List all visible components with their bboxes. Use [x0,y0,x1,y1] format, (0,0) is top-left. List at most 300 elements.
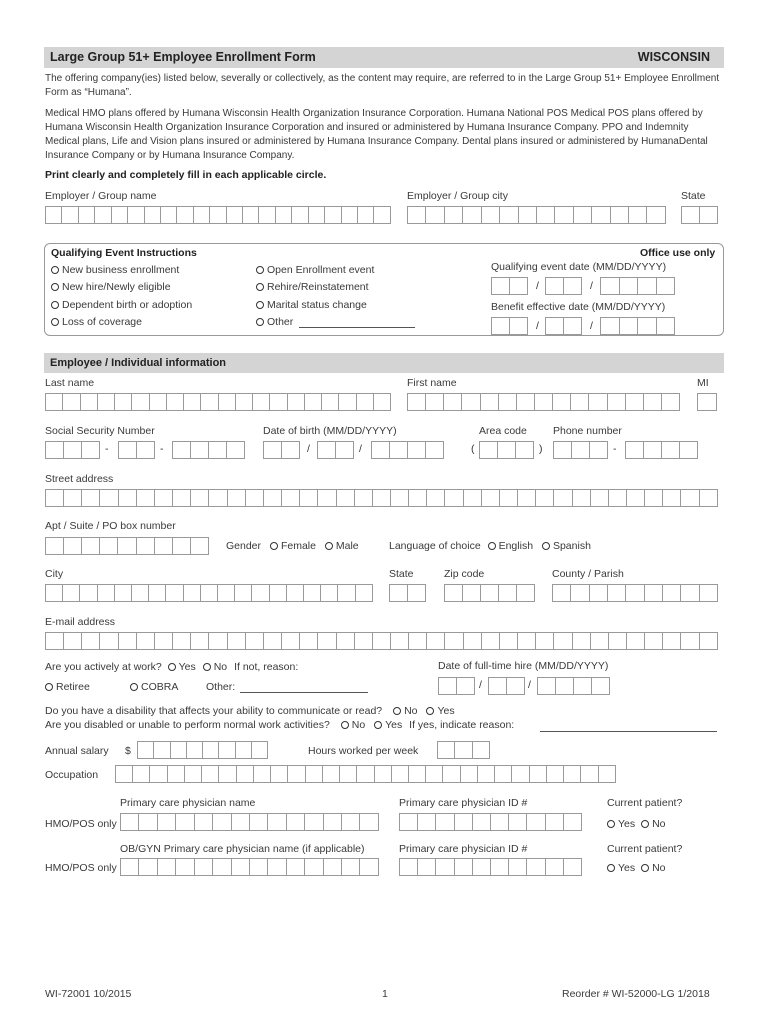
char-cell[interactable] [118,489,137,507]
char-cell[interactable] [526,813,545,831]
char-cell[interactable] [281,489,300,507]
char-cell[interactable] [242,206,259,224]
char-cell[interactable] [644,489,663,507]
char-cell[interactable] [472,813,491,831]
char-cell[interactable] [499,489,518,507]
obgyn-id-field[interactable] [399,858,581,878]
city-field[interactable] [45,584,372,604]
char-cell[interactable] [563,317,582,335]
mi-field[interactable] [697,393,716,413]
char-cell[interactable] [267,858,286,876]
char-cell[interactable] [281,441,300,459]
char-cell[interactable] [137,741,154,759]
char-cell[interactable] [573,206,592,224]
event-date-year[interactable] [600,277,674,297]
char-cell[interactable] [588,393,607,411]
char-cell[interactable] [390,632,409,650]
option-other[interactable]: Other [256,316,293,329]
char-cell[interactable] [662,489,681,507]
char-cell[interactable] [637,317,657,335]
char-cell[interactable] [323,813,342,831]
char-cell[interactable] [45,206,62,224]
char-cell[interactable] [454,858,473,876]
char-cell[interactable] [291,206,308,224]
obgyn-name-field[interactable] [120,858,378,878]
char-cell[interactable] [45,441,64,459]
option-new-hire[interactable]: New hire/Newly eligible [51,281,171,294]
char-cell[interactable] [610,206,629,224]
char-cell[interactable] [62,393,80,411]
char-cell[interactable] [287,393,305,411]
char-cell[interactable] [494,765,512,783]
char-cell[interactable] [499,632,518,650]
char-cell[interactable] [481,206,500,224]
char-cell[interactable] [175,858,194,876]
char-cell[interactable] [680,584,699,602]
char-cell[interactable] [491,317,510,335]
char-cell[interactable] [253,765,271,783]
dob-year[interactable] [371,441,443,461]
char-cell[interactable] [563,277,582,295]
char-cell[interactable] [461,393,480,411]
char-cell[interactable] [463,632,482,650]
char-cell[interactable] [426,632,445,650]
char-cell[interactable] [322,765,340,783]
char-cell[interactable] [425,765,443,783]
char-cell[interactable] [535,489,554,507]
char-cell[interactable] [680,489,699,507]
char-cell[interactable] [99,489,118,507]
char-cell[interactable] [661,393,680,411]
char-cell[interactable] [656,317,676,335]
char-cell[interactable] [591,677,610,695]
char-cell[interactable] [506,677,525,695]
char-cell[interactable] [600,277,620,295]
char-cell[interactable] [426,489,445,507]
char-cell[interactable] [172,441,191,459]
char-cell[interactable] [167,765,185,783]
char-cell[interactable] [208,489,227,507]
char-cell[interactable] [407,584,426,602]
char-cell[interactable] [679,441,698,459]
char-cell[interactable] [286,813,305,831]
char-cell[interactable] [194,813,213,831]
char-cell[interactable] [234,584,252,602]
language-spanish-option[interactable]: Spanish [542,540,591,552]
apt-field[interactable] [45,537,208,557]
char-cell[interactable] [184,765,202,783]
char-cell[interactable] [488,677,507,695]
char-cell[interactable] [115,765,133,783]
ssn-part-2[interactable] [118,441,154,461]
char-cell[interactable] [661,441,680,459]
char-cell[interactable] [373,393,391,411]
char-cell[interactable] [94,206,111,224]
char-cell[interactable] [573,677,592,695]
char-cell[interactable] [491,277,510,295]
active-work-yes[interactable]: Yes [168,661,196,673]
char-cell[interactable] [479,441,498,459]
char-cell[interactable] [499,206,518,224]
hours-field[interactable] [437,741,489,761]
char-cell[interactable] [619,277,639,295]
char-cell[interactable] [148,584,166,602]
char-cell[interactable] [131,584,149,602]
char-cell[interactable] [590,489,609,507]
reason-other-line[interactable] [240,692,368,693]
char-cell[interactable] [81,632,100,650]
char-cell[interactable] [114,584,132,602]
char-cell[interactable] [80,393,98,411]
char-cell[interactable] [357,206,374,224]
pcp-name-field[interactable] [120,813,378,833]
char-cell[interactable] [662,632,681,650]
char-cell[interactable] [490,813,509,831]
char-cell[interactable] [172,537,191,555]
char-cell[interactable] [299,632,318,650]
char-cell[interactable] [444,632,463,650]
char-cell[interactable] [286,584,304,602]
char-cell[interactable] [460,765,478,783]
char-cell[interactable] [572,632,591,650]
char-cell[interactable] [252,393,270,411]
char-cell[interactable] [563,858,582,876]
char-cell[interactable] [355,584,373,602]
option-dependent-birth[interactable]: Dependent birth or adoption [51,299,192,312]
char-cell[interactable] [172,632,191,650]
char-cell[interactable] [529,765,547,783]
char-cell[interactable] [354,632,373,650]
char-cell[interactable] [336,632,355,650]
county-field[interactable] [552,584,717,604]
char-cell[interactable] [516,584,535,602]
char-cell[interactable] [408,489,427,507]
char-cell[interactable] [589,584,608,602]
char-cell[interactable] [517,489,536,507]
char-cell[interactable] [553,632,572,650]
area-code-field[interactable] [479,441,533,461]
disability-no[interactable]: No [393,705,417,717]
char-cell[interactable] [480,584,499,602]
char-cell[interactable] [339,765,357,783]
char-cell[interactable] [359,858,378,876]
char-cell[interactable] [354,489,373,507]
char-cell[interactable] [552,393,571,411]
char-cell[interactable] [324,206,341,224]
char-cell[interactable] [258,206,275,224]
other-reason-line[interactable] [299,327,415,328]
char-cell[interactable] [399,858,418,876]
char-cell[interactable] [200,584,218,602]
char-cell[interactable] [81,441,100,459]
char-cell[interactable] [545,858,564,876]
char-cell[interactable] [45,632,64,650]
char-cell[interactable] [218,741,235,759]
char-cell[interactable] [462,206,481,224]
char-cell[interactable] [231,813,250,831]
char-cell[interactable] [231,858,250,876]
char-cell[interactable] [217,584,235,602]
hire-date-day[interactable] [488,677,524,697]
option-loss-coverage[interactable]: Loss of coverage [51,316,142,329]
char-cell[interactable] [118,441,137,459]
char-cell[interactable] [154,489,173,507]
char-cell[interactable] [245,632,264,650]
char-cell[interactable] [555,677,574,695]
char-cell[interactable] [534,393,553,411]
char-cell[interactable] [175,813,194,831]
char-cell[interactable] [408,632,427,650]
char-cell[interactable] [45,393,63,411]
last-name-field[interactable] [45,393,390,413]
char-cell[interactable] [111,206,128,224]
char-cell[interactable] [572,489,591,507]
char-cell[interactable] [208,441,227,459]
char-cell[interactable] [338,393,356,411]
dob-day[interactable] [317,441,353,461]
char-cell[interactable] [63,441,82,459]
char-cell[interactable] [589,441,608,459]
char-cell[interactable] [372,489,391,507]
char-cell[interactable] [97,584,115,602]
char-cell[interactable] [490,858,509,876]
char-cell[interactable] [435,813,454,831]
street-field[interactable] [45,489,717,509]
char-cell[interactable] [536,206,555,224]
char-cell[interactable] [372,632,391,650]
char-cell[interactable] [218,393,236,411]
gender-female-option[interactable]: Female [270,540,316,552]
char-cell[interactable] [157,813,176,831]
char-cell[interactable] [99,632,118,650]
char-cell[interactable] [373,206,390,224]
char-cell[interactable] [390,489,409,507]
char-cell[interactable] [136,537,155,555]
char-cell[interactable] [628,206,647,224]
char-cell[interactable] [202,741,219,759]
char-cell[interactable] [267,813,286,831]
char-cell[interactable] [508,858,527,876]
char-cell[interactable] [600,317,620,335]
gender-male-option[interactable]: Male [325,540,359,552]
char-cell[interactable] [193,206,210,224]
char-cell[interactable] [598,765,616,783]
char-cell[interactable] [317,441,336,459]
char-cell[interactable] [518,206,537,224]
char-cell[interactable] [269,393,287,411]
char-cell[interactable] [472,741,490,759]
reason-cobra[interactable]: COBRA [130,681,178,694]
char-cell[interactable] [442,765,460,783]
char-cell[interactable] [625,393,644,411]
char-cell[interactable] [626,489,645,507]
char-cell[interactable] [535,632,554,650]
char-cell[interactable] [183,393,201,411]
char-cell[interactable] [45,489,64,507]
char-cell[interactable] [269,584,287,602]
employer-city-field[interactable] [407,206,665,226]
disabled-no[interactable]: No [341,719,365,731]
char-cell[interactable] [190,441,209,459]
char-cell[interactable] [425,441,444,459]
option-new-business[interactable]: New business enrollment [51,264,179,277]
char-cell[interactable] [359,813,378,831]
char-cell[interactable] [646,206,665,224]
char-cell[interactable] [644,584,663,602]
char-cell[interactable] [299,489,318,507]
obgyn-current-patient-yes[interactable]: Yes [607,862,635,874]
char-cell[interactable] [212,858,231,876]
char-cell[interactable] [656,277,676,295]
char-cell[interactable] [61,206,78,224]
char-cell[interactable] [97,393,115,411]
char-cell[interactable] [263,489,282,507]
language-english-option[interactable]: English [488,540,533,552]
char-cell[interactable] [249,858,268,876]
char-cell[interactable] [444,489,463,507]
char-cell[interactable] [227,489,246,507]
char-cell[interactable] [136,489,155,507]
char-cell[interactable] [209,206,226,224]
char-cell[interactable] [78,206,95,224]
char-cell[interactable] [153,741,170,759]
reason-retiree[interactable]: Retiree [45,681,90,694]
char-cell[interactable] [45,584,63,602]
char-cell[interactable] [443,393,462,411]
char-cell[interactable] [336,489,355,507]
char-cell[interactable] [341,206,358,224]
char-cell[interactable] [437,741,455,759]
char-cell[interactable] [176,206,193,224]
current-patient-no[interactable]: No [641,818,665,830]
char-cell[interactable] [166,393,184,411]
char-cell[interactable] [304,858,323,876]
option-open-enrollment[interactable]: Open Enrollment event [256,264,374,277]
char-cell[interactable] [591,206,610,224]
char-cell[interactable] [509,317,528,335]
char-cell[interactable] [697,393,717,411]
char-cell[interactable] [356,393,374,411]
char-cell[interactable] [118,632,137,650]
char-cell[interactable] [341,858,360,876]
char-cell[interactable] [154,632,173,650]
char-cell[interactable] [580,765,598,783]
disability-yes[interactable]: Yes [426,705,454,717]
char-cell[interactable] [63,489,82,507]
char-cell[interactable] [553,441,572,459]
char-cell[interactable] [554,206,573,224]
char-cell[interactable] [425,206,444,224]
ssn-part-1[interactable] [45,441,99,461]
char-cell[interactable] [183,584,201,602]
char-cell[interactable] [120,813,139,831]
char-cell[interactable] [497,441,516,459]
char-cell[interactable] [201,765,219,783]
char-cell[interactable] [608,632,627,650]
char-cell[interactable] [321,393,339,411]
event-date-month[interactable] [491,277,527,297]
char-cell[interactable] [454,813,473,831]
char-cell[interactable] [251,741,268,759]
char-cell[interactable] [407,393,426,411]
char-cell[interactable] [563,813,582,831]
char-cell[interactable] [154,537,173,555]
active-work-no[interactable]: No [203,661,227,673]
char-cell[interactable] [454,741,472,759]
char-cell[interactable] [208,632,227,650]
email-field[interactable] [45,632,717,652]
char-cell[interactable] [235,393,253,411]
char-cell[interactable] [590,632,609,650]
char-cell[interactable] [508,813,527,831]
char-cell[interactable] [435,858,454,876]
char-cell[interactable] [643,393,662,411]
char-cell[interactable] [270,765,288,783]
char-cell[interactable] [625,584,644,602]
char-cell[interactable] [323,858,342,876]
char-cell[interactable] [643,441,662,459]
char-cell[interactable] [545,277,564,295]
phone-line[interactable] [625,441,697,461]
char-cell[interactable] [114,393,132,411]
char-cell[interactable] [263,632,282,650]
char-cell[interactable] [81,537,100,555]
char-cell[interactable] [699,206,718,224]
char-cell[interactable] [444,206,463,224]
char-cell[interactable] [680,632,699,650]
char-cell[interactable] [644,632,663,650]
char-cell[interactable] [498,393,517,411]
char-cell[interactable] [226,441,245,459]
char-cell[interactable] [425,393,444,411]
char-cell[interactable] [356,765,374,783]
char-cell[interactable] [303,584,321,602]
disabled-reason-line[interactable] [540,731,717,732]
char-cell[interactable] [132,765,150,783]
char-cell[interactable] [570,584,589,602]
char-cell[interactable] [144,206,161,224]
char-cell[interactable] [444,584,463,602]
char-cell[interactable] [138,858,157,876]
first-name-field[interactable] [407,393,679,413]
char-cell[interactable] [81,489,100,507]
char-cell[interactable] [287,765,305,783]
char-cell[interactable] [127,206,144,224]
char-cell[interactable] [374,765,392,783]
salary-field[interactable] [137,741,267,761]
char-cell[interactable] [131,393,149,411]
char-cell[interactable] [626,632,645,650]
char-cell[interactable] [263,441,282,459]
char-cell[interactable] [545,317,564,335]
char-cell[interactable] [245,489,264,507]
option-marital-status[interactable]: Marital status change [256,299,367,312]
char-cell[interactable] [79,584,97,602]
char-cell[interactable] [472,858,491,876]
char-cell[interactable] [462,584,481,602]
char-cell[interactable] [607,393,626,411]
char-cell[interactable] [212,813,231,831]
char-cell[interactable] [699,632,718,650]
char-cell[interactable] [481,632,500,650]
char-cell[interactable] [157,858,176,876]
hire-date-month[interactable] [438,677,474,697]
ssn-part-3[interactable] [172,441,244,461]
char-cell[interactable] [608,489,627,507]
pcp-id-field[interactable] [399,813,581,833]
char-cell[interactable] [463,489,482,507]
char-cell[interactable] [537,677,556,695]
